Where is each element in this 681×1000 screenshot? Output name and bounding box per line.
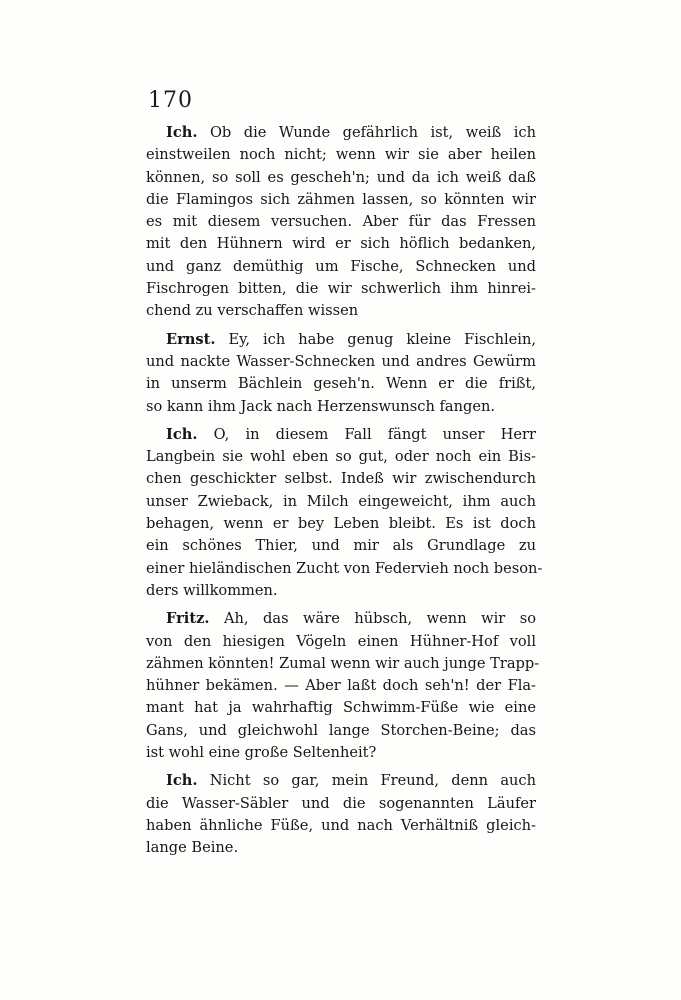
text-line: Fischrogen bitten, die wir schwerlich ihm hinrei- bbox=[146, 280, 536, 298]
text-line: es mit diesem versuchen. Aber für das Fressen bbox=[146, 213, 536, 231]
text-line: mant hat ja wahrhaftig Schwimm-Füße wie eine bbox=[146, 699, 536, 717]
text-line: ist wohl eine große Seltenheit? bbox=[146, 744, 377, 762]
text-line: einer hieländischen Zucht von Federvieh noch beson- bbox=[146, 559, 543, 577]
line-text: Ey, ich habe genug kleine Fischlein, bbox=[228, 330, 536, 348]
body-text bbox=[146, 122, 543, 866]
text-line bbox=[146, 424, 536, 446]
dialogue-paragraph bbox=[146, 122, 536, 323]
line-text: Nicht so gar, mein Freund, denn auch bbox=[209, 772, 537, 790]
text-line: die Flamingos sich zähmen lassen, so könnten wir bbox=[146, 190, 536, 208]
text-line: unser Zwieback, in Milch eingeweicht, ihm auch bbox=[146, 492, 536, 510]
speaker-name: Ernst. bbox=[166, 330, 216, 348]
text-line: chend zu verschaffen wissen bbox=[146, 302, 359, 320]
dialogue-paragraph bbox=[146, 424, 543, 602]
text-line bbox=[146, 608, 536, 630]
dialogue-paragraph bbox=[146, 329, 536, 418]
text-line: chen geschickter selbst. Indeß wir zwischendurch bbox=[146, 470, 536, 488]
page-number: 170 bbox=[148, 88, 193, 113]
dialogue-paragraph bbox=[146, 770, 536, 859]
dialogue-paragraph bbox=[146, 608, 540, 764]
text-line bbox=[146, 122, 536, 144]
speaker-name: Fritz. bbox=[166, 610, 210, 628]
text-line: von den hiesigen Vögeln einen Hühner-Hof voll bbox=[146, 632, 536, 650]
text-line: können, so soll es gescheh'n; und da ich weiß daß bbox=[146, 168, 536, 186]
line-text: O, in diesem Fall fängt unser Herr bbox=[213, 425, 536, 443]
text-line: einstweilen noch nicht; wenn wir sie aber heilen bbox=[146, 146, 536, 164]
text-line: behagen, wenn er bey Leben bleibt. Es ist doch bbox=[146, 515, 536, 533]
text-line: mit den Hühnern wird er sich höflich bedanken, bbox=[146, 235, 536, 253]
text-line bbox=[146, 329, 536, 351]
text-line: in unserm Bächlein geseh'n. Wenn er die frißt, bbox=[146, 375, 536, 393]
text-line: und ganz demüthig um Fische, Schnecken und bbox=[146, 257, 536, 275]
text-line: lange Beine. bbox=[146, 839, 239, 857]
text-line: hühner bekämen. — Aber laßt doch seh'n! der Fla- bbox=[146, 677, 536, 695]
text-line bbox=[146, 770, 536, 792]
line-text: Ah, das wäre hübsch, wenn wir so bbox=[223, 610, 536, 628]
text-line: haben ähnliche Füße, und nach Verhältniß gleich- bbox=[146, 816, 536, 834]
text-line: die Wasser-Säbler und die sogenannten Läufer bbox=[146, 794, 536, 812]
text-line: Langbein sie wohl eben so gut, oder noch ein Bis- bbox=[146, 448, 536, 466]
text-line: und nackte Wasser-Schnecken und andres Gewürm bbox=[146, 352, 536, 370]
line-text: Ob die Wunde gefährlich ist, weiß ich bbox=[209, 124, 537, 141]
text-line: so kann ihm Jack nach Herzenswunsch fangen. bbox=[146, 397, 496, 415]
text-line: Gans, und gleichwohl lange Storchen-Beine; das bbox=[146, 721, 536, 739]
speaker-name: Ich. bbox=[166, 425, 198, 443]
text-line: ein schönes Thier, und mir als Grundlage zu bbox=[146, 537, 536, 555]
text-line: zähmen könnten! Zumal wenn wir auch junge Trapp- bbox=[146, 654, 540, 672]
speaker-name: Ich. bbox=[166, 124, 198, 141]
speaker-name: Ich. bbox=[166, 772, 198, 790]
text-line: ders willkommen. bbox=[146, 581, 278, 599]
